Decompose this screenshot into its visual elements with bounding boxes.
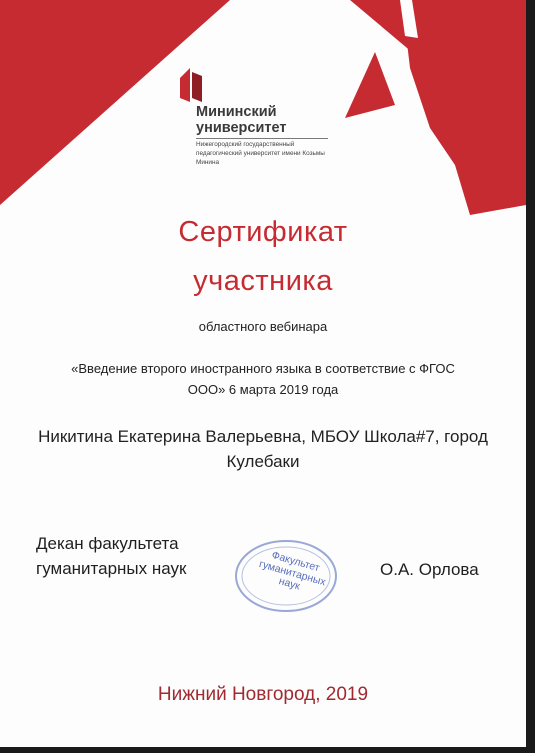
stamp-text: Факультет гуманитарных наук	[257, 549, 328, 593]
red-top-band	[0, 0, 230, 205]
university-name: Мининский университет	[196, 104, 287, 136]
page-edge-bottom	[0, 747, 535, 753]
city-year: Нижний Новгород, 2019	[157, 684, 369, 705]
university-logo-icon	[178, 68, 204, 102]
university-subtitle: Нижегородский государственный педагогический университет имени Козьмы Минина	[196, 141, 325, 166]
page-edge-right	[526, 0, 535, 753]
event-topic: «Введение второго иностранного языка в соответствие с ФГОС ООО» 6 марта 2019 года	[71, 361, 455, 397]
signer-position: Декан факультета гуманитарных наук	[36, 534, 187, 578]
event-type: областного вебинара	[198, 319, 328, 334]
signer-name: О.А. Орлова	[380, 560, 479, 579]
certificate-title: Сертификат	[178, 216, 348, 248]
red-figure	[402, 0, 526, 215]
participant-name: Никитина Екатерина Валерьевна, МБОУ Школа#7, город Кулебаки	[38, 427, 488, 471]
certificate-subtitle: участника	[193, 265, 333, 297]
red-triangle	[345, 52, 395, 118]
university-divider	[196, 138, 328, 139]
